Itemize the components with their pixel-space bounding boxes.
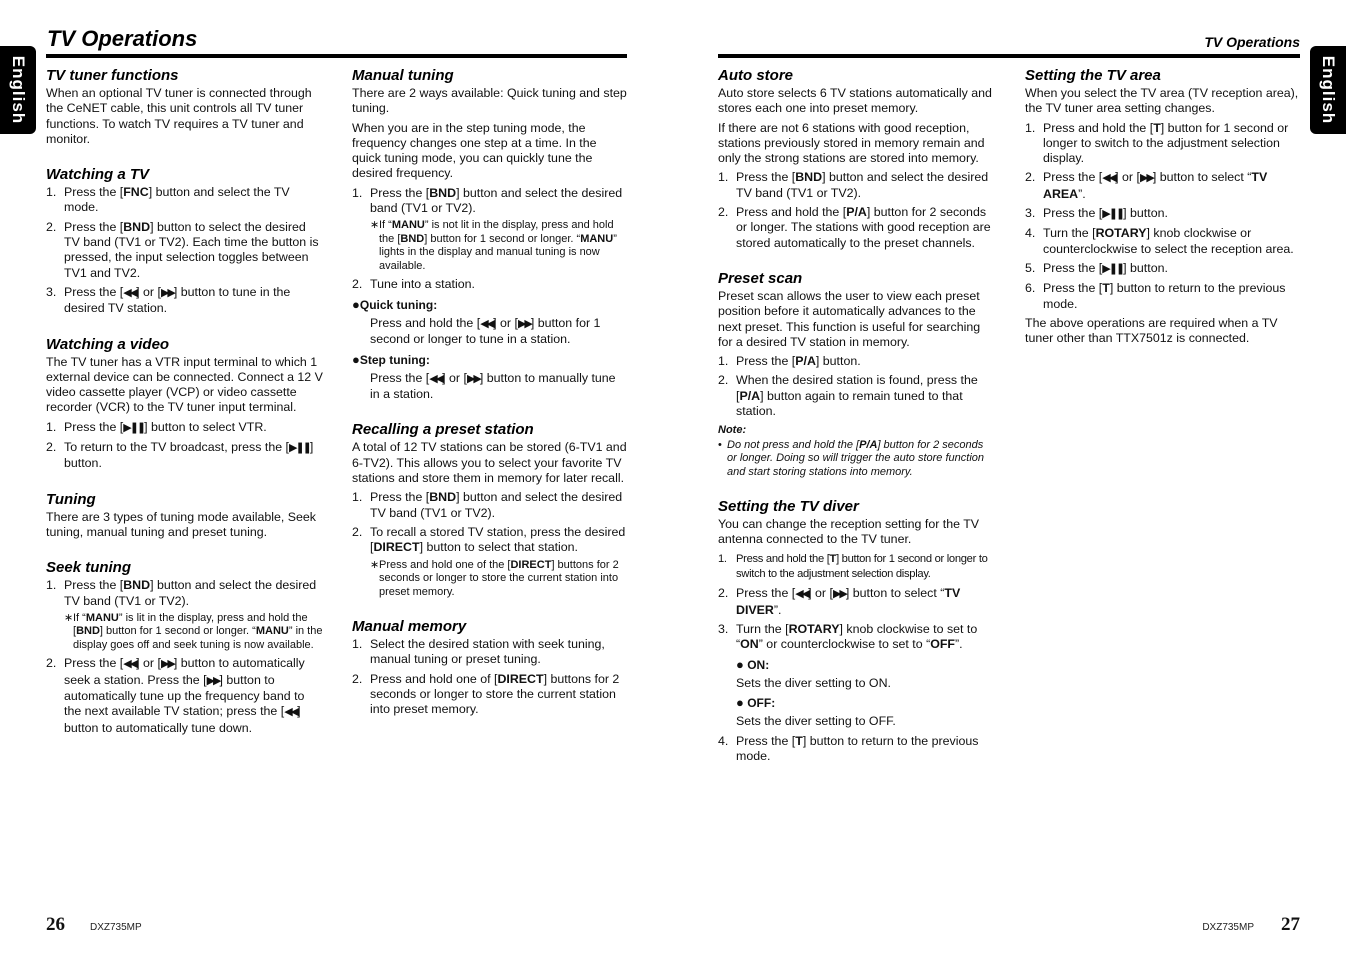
note-text: • Do not press and hold the [P/A] button for 2 seconds or longer. Doing so will trigger the auto store function and start storing stations into memory.	[718, 438, 985, 478]
step-item: 4. Turn the [ROTARY] knob clockwise or counterclockwise to select the reception area.	[1025, 226, 1294, 256]
paragraph: The above operations are required when a TV tuner other than TTX7501z is connected.	[1025, 315, 1278, 346]
section-title: Manual memory	[352, 618, 467, 636]
column-2	[352, 66, 628, 736]
step-item: 1. Press the [BND] button and select the desired TV band (TV1 or TV2).	[718, 170, 989, 200]
step-item: 1. Press the [BND] button and select the desired TV band (TV1 or TV2).	[352, 490, 623, 520]
next-icon: ▶▶	[832, 588, 846, 601]
model-number-left: DXZ735MP	[90, 922, 142, 933]
paragraph: When an optional TV tuner is connected through the CeNET cable, this unit controls all TV tuner functions. To watch TV requires a TV tuner and monitor.	[46, 86, 312, 146]
section-title: Auto store	[718, 67, 793, 84]
language-tab-label: English	[9, 55, 28, 125]
steps-list	[718, 552, 994, 765]
step-item: 2. When the desired station is found, press the [P/A] button again to remain tuned to that station.	[718, 373, 978, 419]
section-title: Watching a video	[46, 335, 170, 353]
bullet-text: Sets the diver setting to ON.	[736, 675, 891, 690]
step-item: 2. Press the [◀◀] or [▶▶] button to automatically seek a station. Press the [▶▶] button to automatically tune up the frequency band to the next available TV station; press the [◀◀] button to automatically tune down.	[46, 656, 305, 735]
next-icon: ▶▶	[466, 372, 480, 385]
column-1	[46, 66, 324, 754]
play-pause-icon: ▶❚❚	[123, 421, 145, 434]
page-number-right: 27	[1281, 914, 1300, 935]
step-item: 2. To recall a stored TV station, press the desired [DIRECT] button to select that station. ∗ Press and hold one of the [DIRECT] buttons for 2 seconds or longer to store the current station into preset memory.	[352, 525, 628, 599]
prev-icon: ◀◀	[480, 317, 494, 330]
section-title: TV tuner functions	[46, 67, 179, 84]
prev-icon: ◀◀	[1102, 172, 1116, 185]
bullet-heading: ●Step tuning:	[352, 351, 430, 367]
bullet-text: Sets the diver setting to OFF.	[736, 714, 896, 729]
paragraph: Preset scan allows the user to view each preset position before it automatically advances to the next preset. This function is useful for searching for a desired TV station in memory.	[718, 288, 981, 349]
step-item: 3. Press the [◀◀] or [▶▶] button to tune in the desired TV station.	[46, 284, 291, 316]
prev-icon: ◀◀	[284, 706, 298, 719]
sub-note: ∗ Press and hold one of the [DIRECT] buttons for 2 seconds or longer to store the current station into preset memory.	[370, 558, 619, 598]
section-title: Preset scan	[718, 269, 803, 287]
prev-icon: ◀◀	[123, 286, 137, 299]
step-item: 1. Press the [▶❚❚] button to select VTR.	[46, 419, 267, 434]
section-title: Setting the TV area	[1025, 67, 1161, 84]
steps-list	[46, 420, 324, 472]
steps-list	[718, 354, 994, 419]
step-item: 2. Press and hold one of [DIRECT] buttons for 2 seconds or longer to store the current station into preset memory.	[352, 671, 620, 717]
column-4	[1025, 66, 1301, 364]
paragraph: A total of 12 TV stations can be stored (6-TV1 and 6-TV2). This allows you to select your favorite TV stations and store them in memory for later recall.	[352, 440, 627, 486]
language-tab-label: English	[1319, 55, 1338, 125]
next-icon: ▶▶	[160, 658, 174, 671]
play-pause-icon: ▶❚❚	[1102, 208, 1124, 221]
steps-list	[1025, 121, 1301, 312]
step-item: 1. Press the [BND] button and select the desired TV band (TV1 or TV2). ∗ If “MANU” is lit in the display, press and hold the [BND] button for 1 second or longer. “MANU” in the display goes off and seek tuning is now available.	[46, 578, 323, 651]
play-pause-icon: ▶❚❚	[289, 442, 310, 455]
note-heading: Note:	[718, 424, 747, 437]
section-tv-diver	[718, 497, 994, 764]
paragraph: The TV tuner has a VTR input terminal to which 1 external device can be connected. Connect a 12 V video cassette player (VCP) or video cassette recorder (VCR) to the TV tuner input terminal.	[46, 354, 323, 415]
page-title: TV Operations	[47, 26, 198, 51]
steps-list	[352, 186, 628, 293]
paragraph: When you are in the step tuning mode, the frequency changes one step at a time. In the quick tuning mode, you can quickly tune the desired frequency.	[352, 120, 597, 181]
column-3	[718, 66, 994, 782]
bullet-text: Press the [◀◀] or [▶▶] button to manually tune in a station.	[370, 370, 616, 402]
bullet-text: Press and hold the [◀◀] or [▶▶] button for 1 second or longer to tune in a station.	[370, 315, 601, 347]
section-title: Recalling a preset station	[352, 421, 534, 439]
steps-list	[46, 578, 324, 736]
play-pause-icon: ▶❚❚	[1102, 262, 1124, 275]
next-icon: ▶▶	[206, 674, 220, 687]
step-item: 1. Press the [BND] button and select the desired band (TV1 or TV2). ∗ If “MANU” is not lit in the display, press and hold the [BND] button for 1 second or longer. “MANU” lights in the display and manual tuning is now available.	[352, 186, 628, 274]
section-auto-store	[718, 66, 994, 251]
paragraph: You can change the reception setting for the TV antenna connected to the TV tuner.	[718, 517, 980, 547]
step-item: 4. Press the [T] button to return to the previous mode.	[718, 733, 979, 763]
section-seek-tuning	[46, 558, 324, 736]
section-tuning	[46, 490, 324, 541]
model-number-right: DXZ735MP	[1202, 922, 1254, 933]
prev-icon: ◀◀	[429, 372, 443, 385]
step-item: 3. Press the [▶❚❚] button.	[1025, 206, 1168, 221]
steps-list	[46, 185, 324, 316]
step-item: 2. Press and hold the [P/A] button for 2 seconds or longer. The stations with good reception are stored automatically to the preset channels.	[718, 205, 991, 250]
section-title: Setting the TV diver	[718, 498, 859, 516]
section-tv-tuner-functions	[46, 66, 324, 147]
paragraph: Auto store selects 6 TV stations automatically and stores each one into preset memory.	[718, 86, 992, 116]
paragraph: There are 3 types of tuning mode available, Seek tuning, manual tuning and preset tuning.	[46, 509, 317, 539]
step-item: 1. Press the [P/A] button.	[718, 354, 861, 369]
section-title: Watching a TV	[46, 166, 150, 184]
section-title: Manual tuning	[352, 67, 454, 84]
sub-note: ∗ If “MANU” is not lit in the display, press and hold the [BND] button for 1 second or longer. “MANU” lights in the display and manual tuning is now available.	[370, 219, 617, 272]
bullet-heading: ● OFF:	[736, 695, 776, 711]
running-header: TV Operations	[1204, 34, 1300, 50]
header-rule-right	[718, 54, 1300, 58]
header-rule-left	[46, 54, 627, 58]
sub-note: ∗ If “MANU” is lit in the display, press and hold the [BND] button for 1 second or longer. “MANU” in the display goes off and seek tuning is now available.	[64, 611, 323, 651]
paragraph: There are 2 ways available: Quick tuning and step tuning.	[352, 86, 627, 116]
section-title: Tuning	[46, 490, 96, 508]
step-item: 1. Press and hold the [T] button for 1 second or longer to switch to the adjustment selection display.	[718, 552, 988, 581]
section-watching-tv	[46, 165, 324, 316]
step-item: 5. Press the [▶❚❚] button.	[1025, 260, 1168, 275]
next-icon: ▶▶	[517, 317, 531, 330]
section-manual-tuning	[352, 66, 628, 402]
bullet-heading: ●Quick tuning:	[352, 296, 438, 312]
steps-list	[718, 170, 994, 250]
prev-icon: ◀◀	[795, 588, 809, 601]
step-item: 2. Press the [BND] button to select the desired TV band (TV1 or TV2). Each time the button is pressed, the input selection toggles between TV1 and TV2.	[46, 219, 319, 280]
step-item: 2. Press the [◀◀] or [▶▶] button to select “TV AREA”.	[1025, 170, 1268, 201]
paragraph: When you select the TV area (TV reception area), the TV tuner area setting changes.	[1025, 86, 1299, 116]
step-item: 1. Select the desired station with seek tuning, manual tuning or preset tuning.	[352, 637, 605, 667]
page-number-left: 26	[46, 914, 65, 935]
prev-icon: ◀◀	[123, 658, 137, 671]
step-item: 2. Tune into a station.	[352, 277, 475, 292]
step-item: 2. Press the [◀◀] or [▶▶] button to select “TV DIVER”.	[718, 586, 961, 617]
next-icon: ▶▶	[160, 286, 174, 299]
bullet-heading: ● ON:	[736, 656, 770, 672]
section-manual-memory	[352, 617, 628, 717]
section-watching-video	[46, 335, 324, 472]
step-item: 1. Press the [FNC] button and select the TV mode.	[46, 185, 290, 215]
paragraph: If there are not 6 stations with good reception, stations previously stored in memory remain and only the strong stations are stored into memory.	[718, 120, 985, 166]
language-tab-right	[1310, 46, 1346, 134]
section-recalling-preset	[352, 420, 628, 599]
steps-list	[352, 637, 628, 717]
step-item: 6. Press the [T] button to return to the previous mode.	[1025, 281, 1286, 311]
step-item: 3. Turn the [ROTARY] knob clockwise to set to “ON” or counterclockwise to set to “OFF”. ● ON: Sets the diver setting to ON. ● OFF: Sets the diver setting to OFF.	[718, 622, 994, 730]
next-icon: ▶▶	[1139, 172, 1153, 185]
language-tab-left	[0, 46, 36, 134]
steps-list	[352, 490, 628, 599]
section-preset-scan	[718, 269, 994, 479]
step-item: 1. Press and hold the [T] button for 1 second or longer to switch to the adjustment selection display.	[1025, 120, 1289, 166]
section-tv-area	[1025, 66, 1301, 346]
section-title: Seek tuning	[46, 559, 132, 577]
step-item: 2. To return to the TV broadcast, press the [▶❚❚] button.	[46, 440, 314, 471]
